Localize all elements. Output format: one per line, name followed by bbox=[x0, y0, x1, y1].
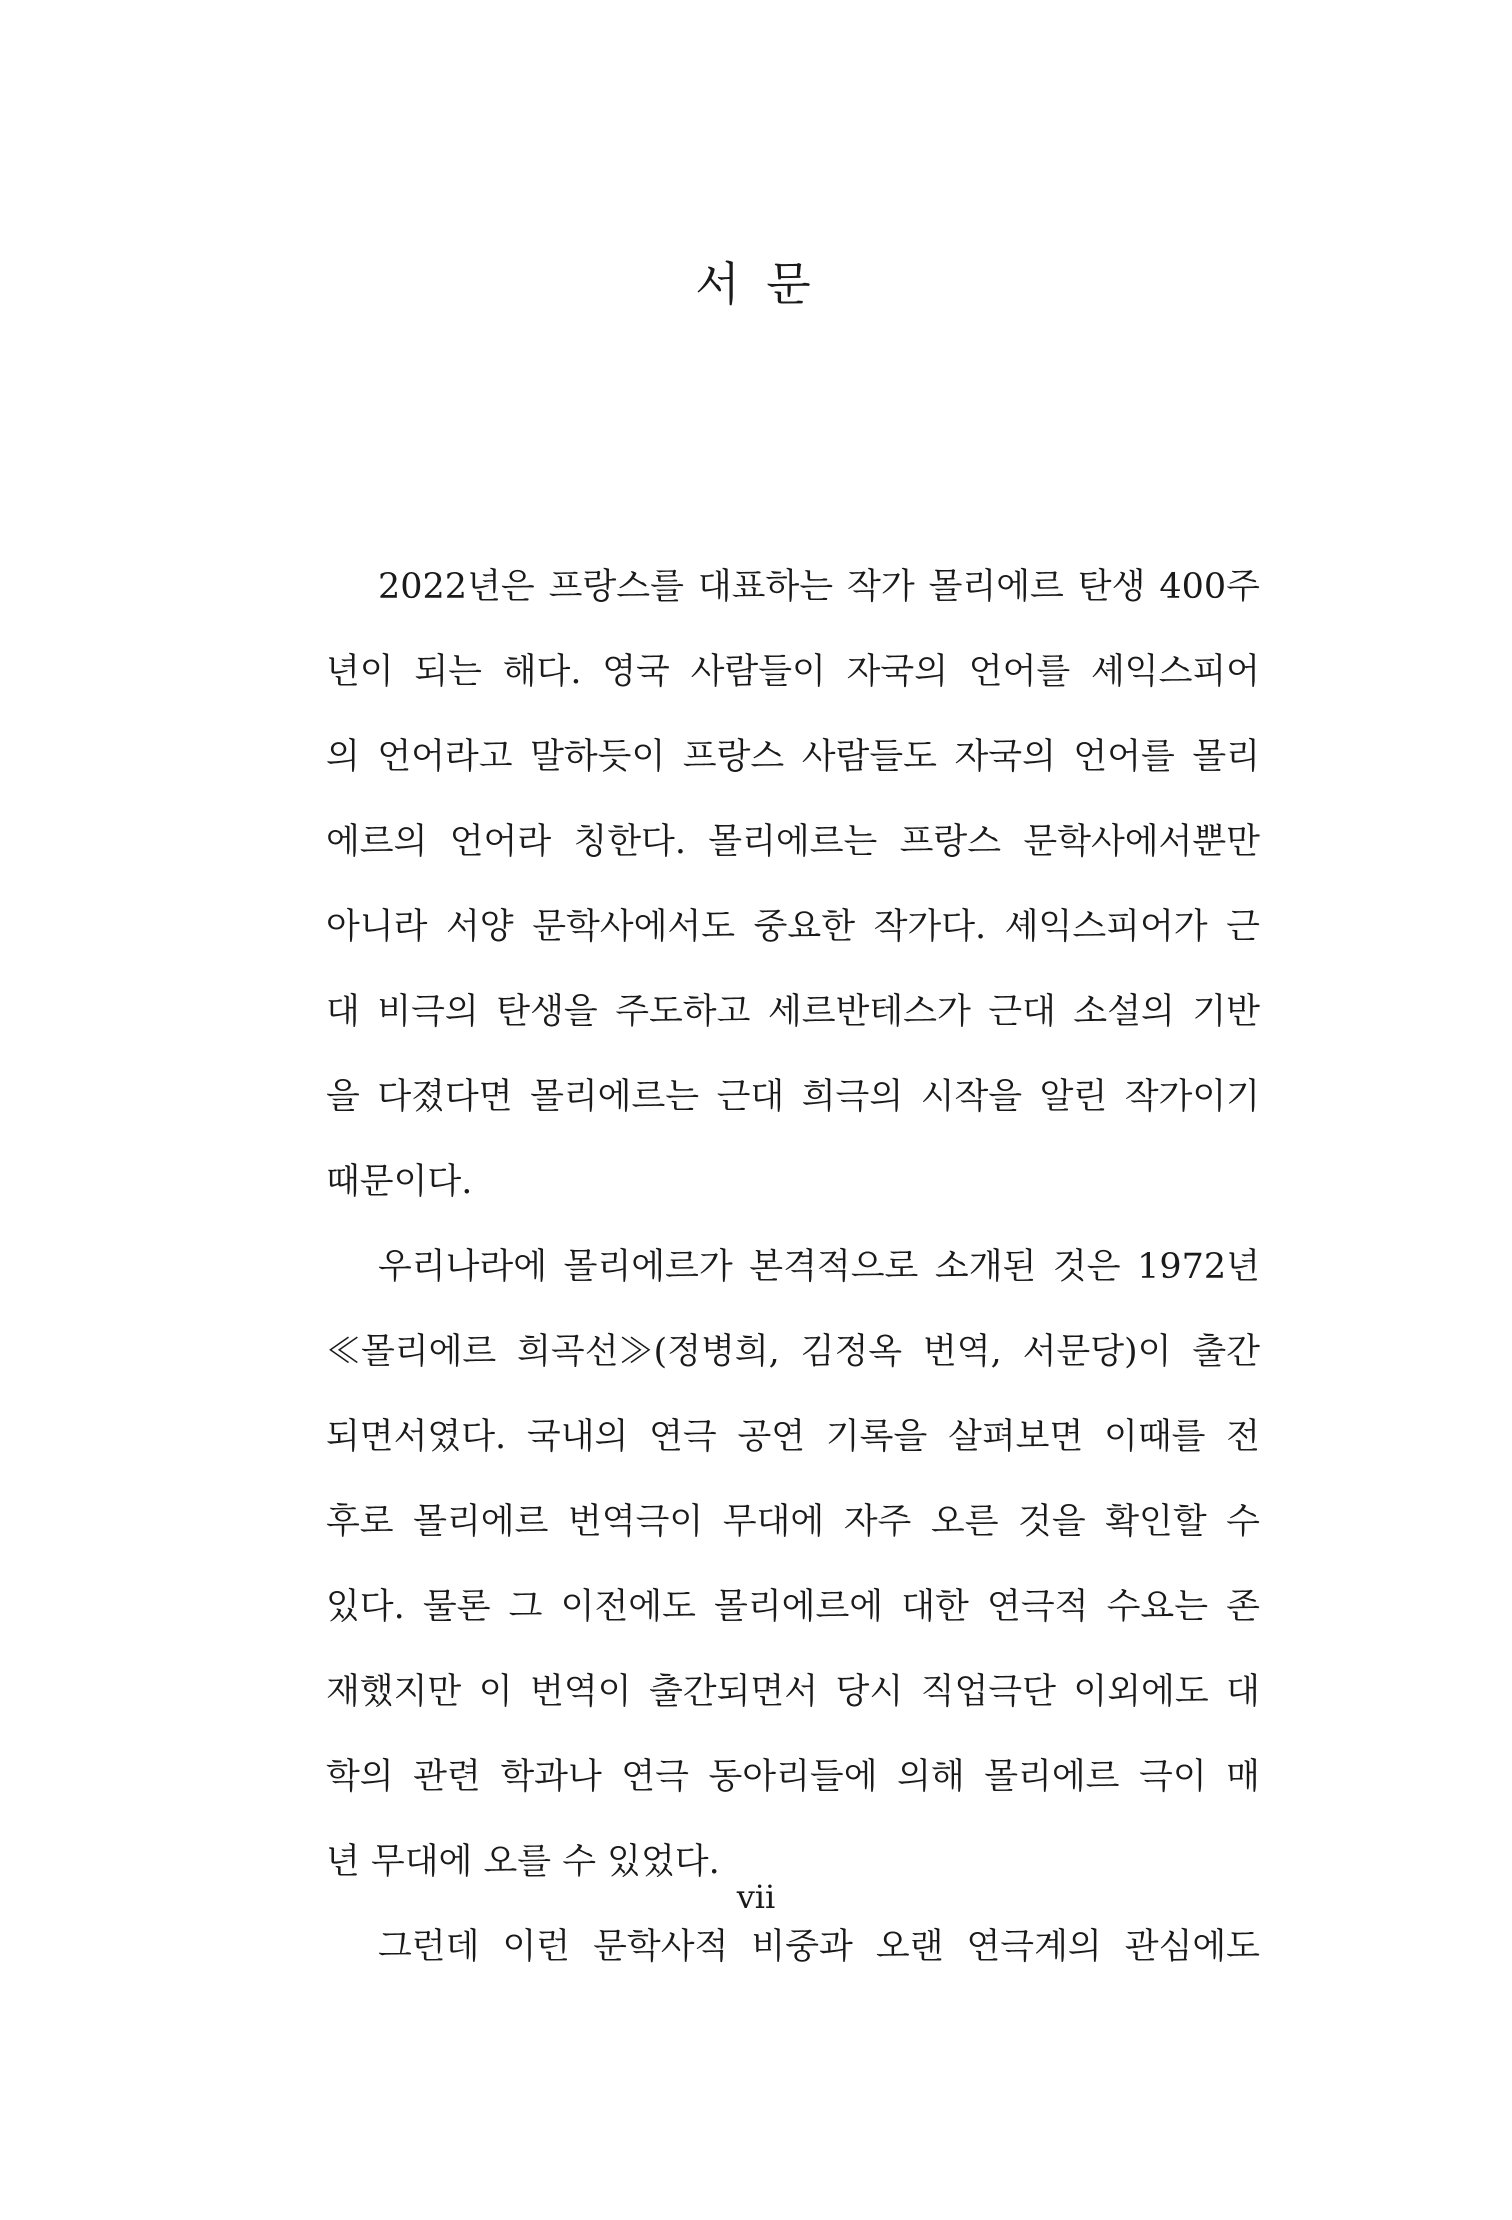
text-line: ≪몰리에르 희곡선≫(정병희, 김정옥 번역, 서문당)이 출간 bbox=[326, 1332, 1260, 1372]
text-line: 에르의 언어라 칭한다. 몰리에르는 프랑스 문학사에서뿐만 bbox=[326, 822, 1260, 862]
text-line: 년 무대에 오를 수 있었다. bbox=[326, 1842, 720, 1882]
text-line: 후로 몰리에르 번역극이 무대에 자주 오른 것을 확인할 수 bbox=[326, 1502, 1260, 1542]
text-line: 2022년은 프랑스를 대표하는 작가 몰리에르 탄생 400주 bbox=[378, 567, 1260, 607]
body-text bbox=[326, 545, 1260, 1990]
text-line: 우리나라에 몰리에르가 본격적으로 소개된 것은 1972년 bbox=[378, 1247, 1260, 1287]
text-line: 재했지만 이 번역이 출간되면서 당시 직업극단 이외에도 대 bbox=[326, 1672, 1260, 1712]
text-line: 대 비극의 탄생을 주도하고 세르반테스가 근대 소설의 기반 bbox=[326, 992, 1260, 1032]
text-line: 때문이다. bbox=[326, 1162, 473, 1202]
text-line: 있다. 물론 그 이전에도 몰리에르에 대한 연극적 수요는 존 bbox=[326, 1587, 1260, 1627]
text-line: 년이 되는 해다. 영국 사람들이 자국의 언어를 셰익스피어 bbox=[326, 652, 1260, 692]
text-line: 아니라 서양 문학사에서도 중요한 작가다. 셰익스피어가 근 bbox=[326, 907, 1260, 947]
page-title: 서 문 bbox=[695, 257, 817, 311]
text-line: 의 언어라고 말하듯이 프랑스 사람들도 자국의 언어를 몰리 bbox=[326, 737, 1260, 777]
text-line: 을 다졌다면 몰리에르는 근대 희극의 시작을 알린 작가이기 bbox=[326, 1077, 1260, 1117]
text-line: 학의 관련 학과나 연극 동아리들에 의해 몰리에르 극이 매 bbox=[326, 1757, 1260, 1797]
page-number: vii bbox=[736, 1878, 776, 1916]
text-line: 되면서였다. 국내의 연극 공연 기록을 살펴보면 이때를 전 bbox=[326, 1417, 1260, 1457]
text-line: 그런데 이런 문학사적 비중과 오랜 연극계의 관심에도 bbox=[378, 1927, 1260, 1967]
